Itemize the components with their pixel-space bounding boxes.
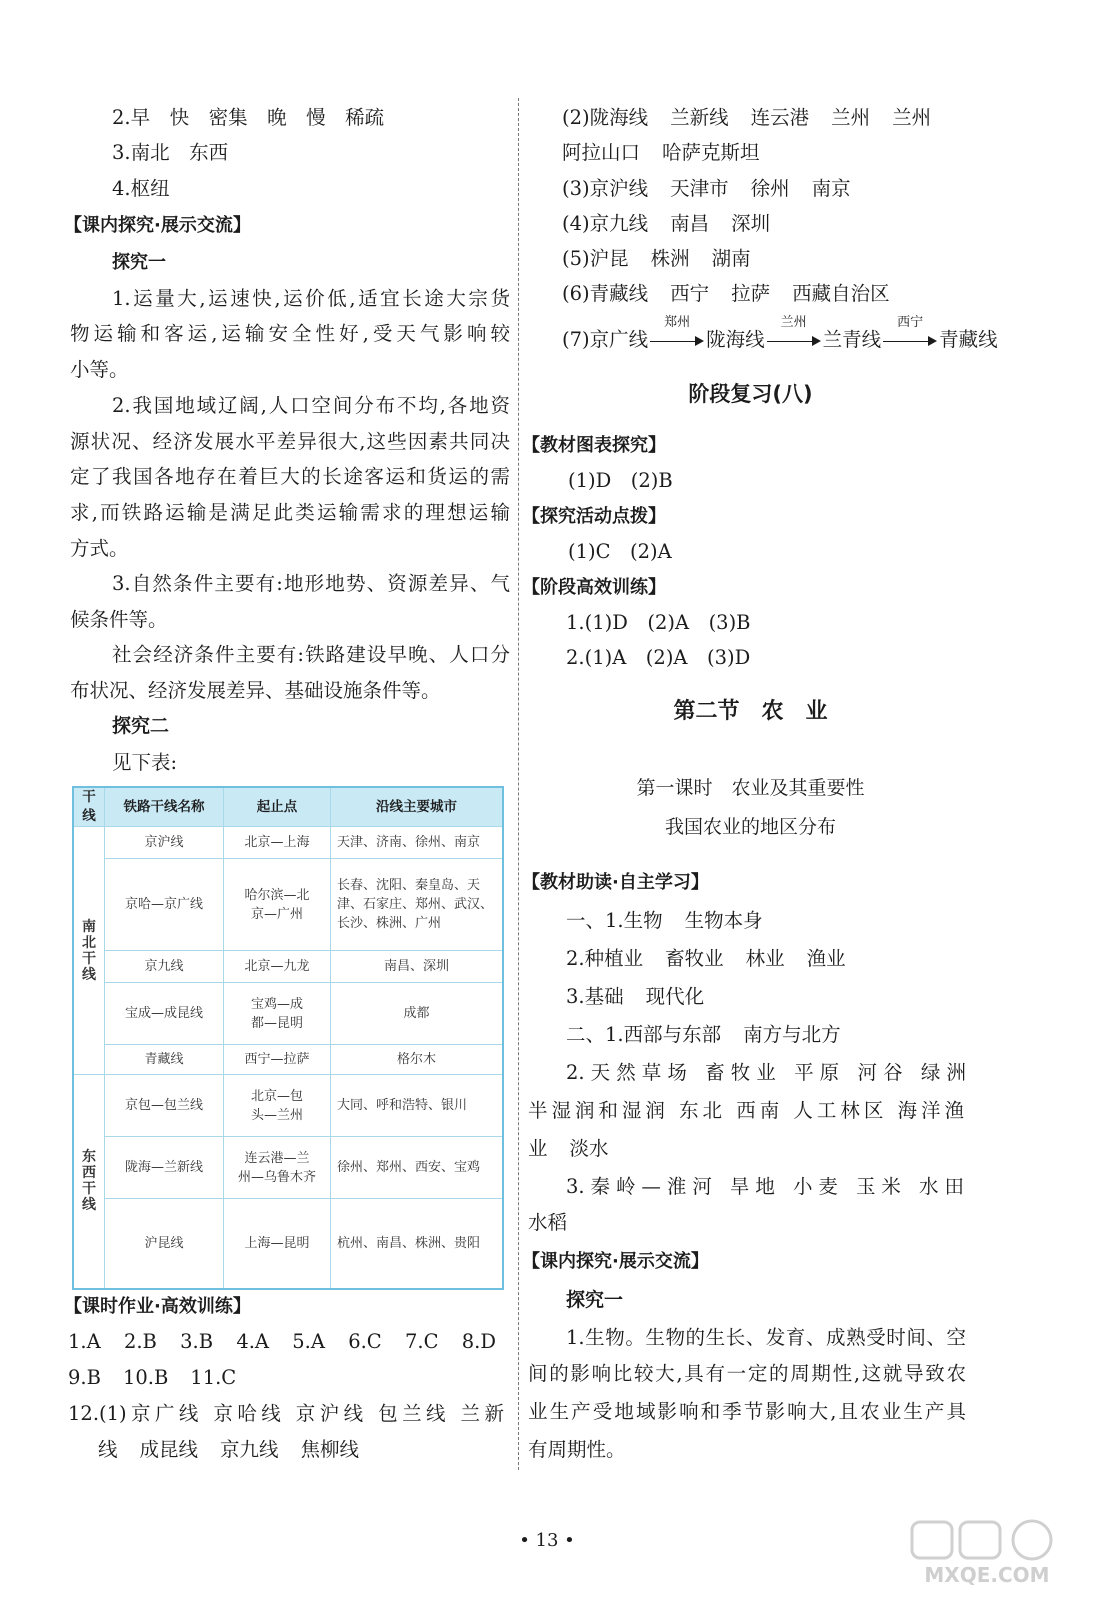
route-chain: (7)京广线 郑州 陇海线 兰州 兰青线 西宁 青藏线: [562, 315, 998, 351]
line-name: 沪昆线: [105, 1199, 224, 1289]
arrow-icon: 郑州: [648, 328, 706, 352]
subheading: 探究一: [112, 252, 166, 273]
line-name: 京九线: [105, 951, 224, 983]
answer-line: 1.A 2.B 3.B 4.A 5.A 6.C 7.C 8.D: [68, 1330, 496, 1353]
table-row: [73, 827, 503, 859]
paragraph-line: 社会经济条件主要有:铁路建设早晚、人口分: [112, 643, 510, 666]
answer-line: (3)京沪线 天津市 徐州 南京: [562, 177, 851, 200]
arrow-icon: 西宁: [881, 328, 939, 352]
answer-line: 2.天然草场 畜牧业 平原 河谷 绿洲: [566, 1061, 966, 1084]
answer-line: 3.基础 现代化: [566, 985, 705, 1008]
table-row: [73, 859, 503, 951]
column-header: 沿线主要城市: [331, 787, 504, 827]
answer-line: 一、1.生物 生物本身: [566, 909, 763, 932]
section-title: 第二节 农 业: [673, 699, 828, 724]
answer-line: (2)陇海线 兰新线 连云港 兰州 兰州: [562, 106, 932, 129]
answer-line: 阿拉山口 哈萨克斯坦: [562, 141, 760, 164]
answer-line: 2.早 快 密集 晚 慢 稀疏: [112, 106, 385, 129]
line-cities: 长春、沈阳、秦皇岛、天 津、石家庄、郑州、武汉、 长沙、株洲、广州: [331, 859, 504, 951]
line-name: 青藏线: [105, 1045, 224, 1075]
paragraph-line: 候条件等。: [70, 608, 168, 631]
paragraph-line: 布状况、经济发展差异、基础设施条件等。: [70, 679, 441, 702]
line-span: 北京—上海: [224, 827, 331, 859]
paragraph-line: 1.运量大,运速快,运价低,适宜长途大宗货: [112, 287, 510, 310]
paragraph-line: 源状况、经济发展水平差异很大,这些因素共同决: [70, 430, 510, 453]
section-heading: 【课内探究·展示交流】: [522, 1251, 709, 1272]
table-row: [73, 1075, 503, 1137]
subheading: 探究一: [566, 1289, 624, 1311]
line-span: 北京—包 头—兰州: [224, 1075, 331, 1137]
section-heading: 【阶段高效训练】: [522, 577, 666, 598]
answer-line: 9.B 10.B 11.C: [68, 1366, 237, 1389]
line-span: 连云港—兰 州—乌鲁木齐: [224, 1137, 331, 1199]
line-span: 哈尔滨—北 京—广州: [224, 859, 331, 951]
line-cities: 徐州、郑州、西安、宝鸡: [331, 1137, 504, 1199]
section-heading: 【课时作业·高效训练】: [64, 1296, 251, 1317]
answer-line: (6)青藏线 西宁 拉萨 西藏自治区: [562, 282, 890, 305]
paragraph-line: 3.自然条件主要有:地形地势、资源差异、气: [112, 572, 510, 595]
answer-line: (4)京九线 南昌 深圳: [562, 212, 771, 235]
arrow-icon: 兰州: [765, 328, 823, 352]
paragraph-line: 有周期性。: [528, 1438, 626, 1461]
line-cities: 南昌、深圳: [331, 951, 504, 983]
column-header: 铁路干线名称: [105, 787, 224, 827]
railway-table: [72, 786, 504, 1290]
section-title: 阶段复习(八): [688, 382, 813, 406]
answer-line: 业 淡水: [528, 1137, 609, 1160]
paragraph-line: 2.我国地域辽阔,人口空间分布不均,各地资: [112, 394, 510, 417]
line-name: 京哈—京广线: [105, 859, 224, 951]
table-row: [73, 983, 503, 1045]
answer-line: 2.(1)A (2)A (3)D: [566, 646, 751, 669]
line-span: 宝鸡—成 都—昆明: [224, 983, 331, 1045]
section-heading: 【探究活动点拨】: [522, 506, 666, 527]
watermark-logo-icon: [902, 1518, 1072, 1588]
svg-text:MXQE.COM: MXQE.COM: [924, 1563, 1050, 1587]
paragraph-line: 方式。: [70, 537, 129, 560]
table-row: [73, 1045, 503, 1075]
section-heading: 【教材助读·自主学习】: [522, 872, 709, 893]
group-label-north-south: 南 北 干 线: [73, 827, 105, 1075]
column-divider: [518, 98, 519, 1470]
paragraph-line: 见下表:: [112, 751, 178, 774]
line-span: 北京—九龙: [224, 951, 331, 983]
answer-line: 二、1.西部与东部 南方与北方: [566, 1023, 841, 1046]
table-row: [73, 951, 503, 983]
answer-line: 线 成昆线 京九线 焦柳线: [98, 1438, 360, 1461]
paragraph-line: 小等。: [70, 358, 129, 381]
paragraph-line: 求,而铁路运输是满足此类运输需求的理想运输: [70, 501, 510, 524]
column-header: 干线: [73, 787, 105, 827]
answer-line: 2.种植业 畜牧业 林业 渔业: [566, 947, 846, 970]
paragraph-line: 1.生物。生物的生长、发育、成熟受时间、空: [566, 1326, 966, 1349]
line-cities: 天津、济南、徐州、南京: [331, 827, 504, 859]
line-name: 京包—包兰线: [105, 1075, 224, 1137]
line-name: 陇海—兰新线: [105, 1137, 224, 1199]
answer-line: 水稻: [528, 1211, 568, 1234]
line-cities: 杭州、南昌、株洲、贵阳: [331, 1199, 504, 1289]
column-header: 起止点: [224, 787, 331, 827]
page-number: • 13 •: [519, 1530, 575, 1551]
line-cities: 成都: [331, 983, 504, 1045]
paragraph-line: 业生产受地域影响和季节影响大,且农业生产具: [528, 1400, 966, 1423]
group-label-east-west: 东 西 干 线: [73, 1075, 105, 1289]
lesson-subtitle: 我国农业的地区分布: [664, 816, 836, 838]
answer-line: 3.秦岭—淮河 旱地 小麦 玉米 水田: [566, 1175, 964, 1198]
table-row: [73, 1199, 503, 1289]
answer-line: 4.枢纽: [112, 177, 170, 200]
line-span: 西宁—拉萨: [224, 1045, 331, 1075]
answer-line: 半湿润和湿润 东北 西南 人工林区 海洋渔: [528, 1099, 964, 1122]
line-span: 上海—昆明: [224, 1199, 331, 1289]
line-name: 宝成—成昆线: [105, 983, 224, 1045]
answer-line: (5)沪昆 株洲 湖南: [562, 247, 751, 270]
answer-line: 1.(1)D (2)A (3)B: [566, 611, 751, 634]
answer-line: 12.(1)京广线 京哈线 京沪线 包兰线 兰新: [68, 1402, 504, 1425]
table-row: [73, 1137, 503, 1199]
line-cities: 格尔木: [331, 1045, 504, 1075]
paragraph-line: 定了我国各地存在着巨大的长途客运和货运的需: [70, 465, 510, 488]
section-heading: 【课内探究·展示交流】: [64, 215, 251, 236]
line-cities: 大同、呼和浩特、银川: [331, 1075, 504, 1137]
paragraph-line: 物运输和客运,运输安全性好,受天气影响较: [70, 322, 510, 345]
subheading: 探究二: [112, 715, 170, 737]
answer-line: 3.南北 东西: [112, 141, 229, 164]
line-name: 京沪线: [105, 827, 224, 859]
answer-line: (1)D (2)B: [568, 469, 673, 492]
table-header-row: [73, 787, 503, 827]
lesson-title: 第一课时 农业及其重要性: [636, 777, 865, 799]
answer-line: (1)C (2)A: [568, 540, 672, 563]
paragraph-line: 间的影响比较大,具有一定的周期性,这就导致农: [528, 1362, 966, 1385]
section-heading: 【教材图表探究】: [522, 435, 666, 456]
